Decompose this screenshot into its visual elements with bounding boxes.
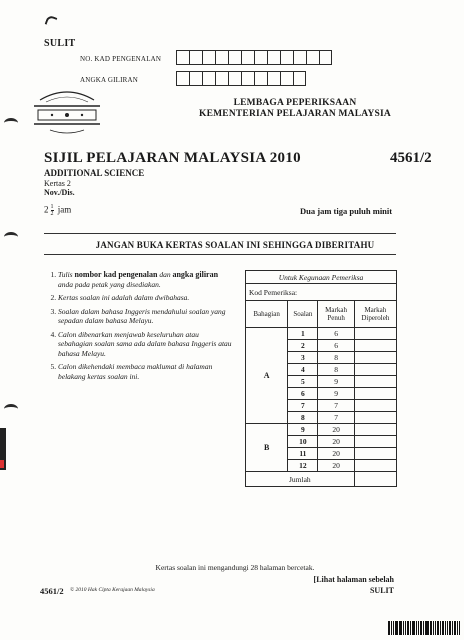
duration-unit: jam (57, 204, 72, 215)
digit-box[interactable] (241, 50, 254, 65)
question-number-cell: 4 (288, 364, 318, 376)
barcode-bar (437, 621, 439, 635)
marks-obtained-cell[interactable] (354, 448, 396, 460)
digit-box[interactable] (228, 50, 241, 65)
marks-obtained-cell[interactable] (354, 376, 396, 388)
digit-box[interactable] (293, 50, 306, 65)
divider-line (44, 233, 396, 234)
col-header-bahagian: Bahagian (246, 301, 288, 328)
digit-box[interactable] (267, 71, 280, 86)
total-row (246, 472, 397, 487)
question-number-cell: 1 (288, 328, 318, 340)
table-row (246, 424, 397, 436)
full-marks-cell: 6 (318, 328, 354, 340)
marks-obtained-cell[interactable] (354, 364, 396, 376)
question-number-cell: 12 (288, 460, 318, 472)
digit-box[interactable] (241, 71, 254, 86)
section-b-cell: B (246, 424, 288, 472)
digit-box[interactable] (189, 71, 202, 86)
instruction-bold: nombor kad pengenalan (74, 270, 158, 279)
full-marks-cell: 8 (318, 364, 354, 376)
punch-hole-mark (4, 232, 18, 242)
digit-box[interactable] (202, 50, 215, 65)
fraction-denominator: 2 (50, 211, 54, 217)
marks-obtained-cell[interactable] (354, 352, 396, 364)
marks-obtained-cell[interactable] (354, 436, 396, 448)
copyright-notice: © 2010 Hak Cipta Kerajaan Malaysia (70, 587, 155, 593)
marks-obtained-cell[interactable] (354, 388, 396, 400)
table-row (246, 328, 397, 340)
question-number-cell: 11 (288, 448, 318, 460)
page-count-note: Kertas soalan ini mengandungi 28 halaman bercetak. (155, 563, 315, 572)
lembaga-peperiksaan-seal-icon (32, 86, 102, 136)
barcode-bar (410, 621, 411, 635)
instruction-item (58, 270, 234, 289)
footer-exam-code: 4561/2 (40, 586, 64, 596)
question-number-cell: 7 (288, 400, 318, 412)
exam-code: 4561/2 (390, 150, 432, 166)
barcode-bar (440, 621, 441, 635)
do-not-open-warning: JANGAN BUKA KERTAS SOALAN INI SEHINGGA DIBERITAHU (95, 240, 375, 250)
binding-edge-mark (0, 460, 4, 468)
instruction-text: Calon dikehendaki membaca maklumat di halaman belakang kertas soalan ini. (58, 362, 213, 381)
barcode-bar (435, 621, 436, 635)
question-number-cell: 2 (288, 340, 318, 352)
barcode-bar (457, 621, 458, 635)
instruction-text: Tulis (58, 270, 73, 279)
full-marks-cell: 9 (318, 376, 354, 388)
barcode-bar (391, 621, 392, 635)
question-number-cell: 5 (288, 376, 318, 388)
barcode-bar (412, 621, 415, 635)
sulit-label-top: SULIT (44, 38, 76, 49)
full-marks-cell: 20 (318, 424, 354, 436)
question-number-cell: 6 (288, 388, 318, 400)
barcode-bar (445, 621, 446, 635)
barcode-bar (403, 621, 404, 635)
ic-number-boxes[interactable] (176, 50, 332, 65)
barcode-bar (395, 621, 398, 635)
duration-words: Dua jam tiga puluh minit (300, 206, 393, 216)
full-marks-cell: 6 (318, 340, 354, 352)
barcode-bar (459, 621, 460, 635)
barcode-bar (454, 621, 456, 635)
corner-scan-mark (45, 15, 58, 28)
barcode-bar (423, 621, 424, 635)
full-marks-cell: 7 (318, 400, 354, 412)
examiner-code-field[interactable]: Kod Pemeriksa: (246, 284, 397, 301)
instruction-bold: angka giliran (172, 270, 219, 279)
marks-obtained-cell[interactable] (354, 424, 396, 436)
digit-box[interactable] (280, 71, 293, 86)
barcode-bar (399, 621, 400, 635)
instruction-text: dan (159, 270, 171, 279)
barcode-bar (418, 621, 419, 635)
divider-line (44, 254, 396, 255)
ic-label: NO. KAD PENGENALAN (80, 55, 162, 63)
full-marks-cell: 20 (318, 460, 354, 472)
instruction-text: anda pada petak yang disediakan. (58, 279, 161, 289)
examiner-marks-table (245, 270, 397, 487)
col-header-markah-penuh: Markah Penuh (318, 301, 354, 328)
duration-hours (44, 204, 71, 217)
full-marks-cell: 8 (318, 352, 354, 364)
angka-giliran-boxes[interactable] (176, 71, 306, 86)
duration-fraction (51, 204, 54, 217)
digit-box[interactable] (228, 71, 241, 86)
instruction-item (58, 330, 234, 359)
digit-box[interactable] (254, 71, 267, 86)
digit-box[interactable] (189, 50, 202, 65)
subject-name: ADDITIONAL SCIENCE (44, 168, 145, 178)
candidate-instructions (44, 270, 234, 385)
instruction-text: Calon dibenarkan menjawab keseluruhan atau sebahagian soalan sama ada dalam bahasa Inggeris atau bahasa Melayu. (58, 329, 232, 358)
digit-box[interactable] (176, 71, 189, 86)
marks-obtained-cell[interactable] (354, 328, 396, 340)
barcode-bar (447, 621, 448, 635)
digit-box[interactable] (280, 50, 293, 65)
instruction-item (58, 362, 234, 381)
organization-name (150, 98, 440, 120)
instruction-item (58, 293, 234, 303)
paper-number: Kertas 2 (44, 179, 71, 188)
digit-box[interactable] (215, 50, 228, 65)
full-marks-cell: 9 (318, 388, 354, 400)
question-number-cell: 3 (288, 352, 318, 364)
digit-box[interactable] (176, 50, 189, 65)
exam-title: SIJIL PELAJARAN MALAYSIA 2010 (44, 150, 301, 166)
org-line-1: LEMBAGA PEPERIKSAAN (233, 98, 357, 108)
digit-box[interactable] (202, 71, 215, 86)
instruction-text: Kertas soalan ini adalah dalam dwibahasa. (58, 293, 190, 302)
barcode-bar (405, 621, 406, 635)
marks-obtained-cell[interactable] (354, 340, 396, 352)
question-number-cell: 8 (288, 412, 318, 424)
sulit-label-bottom: SULIT (369, 586, 394, 595)
instruction-item (58, 307, 234, 326)
full-marks-cell: 20 (318, 448, 354, 460)
instruction-text: Soalan dalam bahasa Inggeris mendahului soalan yang sepadan dalam bahasa Melayu. (58, 306, 226, 325)
barcode-bar (388, 621, 390, 635)
total-marks-cell[interactable] (354, 472, 396, 487)
barcode-bar (452, 621, 453, 635)
punch-hole-mark (4, 404, 18, 414)
marks-obtained-cell[interactable] (354, 400, 396, 412)
see-next-page: [Lihat halaman sebelah (313, 575, 394, 584)
question-number-cell: 9 (288, 424, 318, 436)
fraction-numerator: 1 (50, 204, 54, 210)
barcode-bar (400, 621, 402, 635)
digit-box[interactable] (293, 71, 306, 86)
marks-obtained-cell[interactable] (354, 412, 396, 424)
barcode-bar (442, 621, 444, 635)
question-number-cell: 10 (288, 436, 318, 448)
punch-hole-mark (4, 118, 18, 128)
digit-box[interactable] (215, 71, 228, 86)
barcode-bar (425, 621, 426, 635)
barcode-bar (420, 621, 422, 635)
full-marks-cell: 20 (318, 436, 354, 448)
marks-obtained-cell[interactable] (354, 460, 396, 472)
digit-box[interactable] (319, 50, 332, 65)
col-header-soalan: Soalan (288, 301, 318, 328)
barcode-bar (449, 621, 452, 635)
digit-box[interactable] (306, 50, 319, 65)
barcode-bar (393, 621, 394, 635)
duration-whole: 2 (44, 204, 49, 215)
angka-giliran-label: ANGKA GILIRAN (80, 76, 139, 84)
col-header-markah-diperoleh: Markah Diperoleh (354, 301, 396, 328)
digit-box[interactable] (254, 50, 267, 65)
digit-box[interactable] (267, 50, 280, 65)
exam-session: Nov./Dis. (44, 188, 75, 197)
total-label: Jumlah (246, 472, 355, 487)
barcode-bar (416, 621, 417, 635)
barcode-bar (426, 621, 429, 635)
full-marks-cell: 7 (318, 412, 354, 424)
barcode-bar (433, 621, 434, 635)
barcode-bar (430, 621, 432, 635)
barcode-bar (407, 621, 409, 635)
table-caption: Untuk Kegunaan Pemeriksa (246, 271, 397, 284)
section-a-cell: A (246, 328, 288, 424)
org-line-2: KEMENTERIAN PELAJARAN MALAYSIA (199, 109, 391, 119)
barcode-icon (388, 621, 460, 635)
